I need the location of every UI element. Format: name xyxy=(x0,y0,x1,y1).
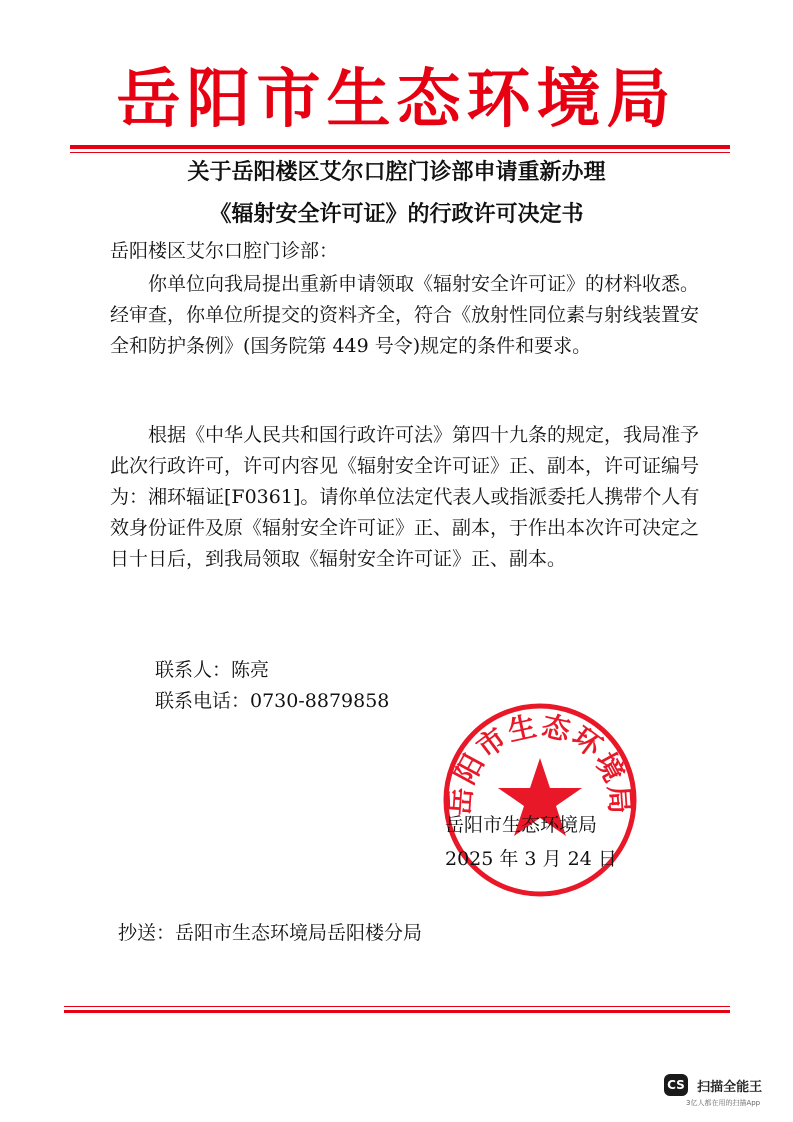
contact-phone: 联系电话：0730-8879858 xyxy=(155,690,390,712)
copy-to-line: 抄送：岳阳市生态环境局岳阳楼分局 xyxy=(118,922,423,944)
scanner-app-name: 扫描全能王 xyxy=(697,1079,763,1095)
signature-block xyxy=(445,808,617,876)
document-title-line-2: 《辐射安全许可证》的行政许可决定书 xyxy=(209,201,584,227)
recipient-line: 岳阳楼区艾尔口腔门诊部： xyxy=(110,240,339,262)
header-rule-thick xyxy=(70,145,730,149)
contact-person: 联系人：陈亮 xyxy=(155,659,270,681)
seal-text: 岳阳市生态环境局 xyxy=(443,709,637,817)
contact-block xyxy=(155,655,389,717)
body-paragraph-2: 根据《中华人民共和国行政许可法》第四十九条的规定，我局准予此次行政许可，许可内容见《辐射安全许可证》正、副本，许可证编号为：湘环辐证[F0361]。请你单位法定代表人或指派委托人携带个人有效身份证件及原《辐射安全许可证》正、副本，于作出本次许可决定之日十日后，到我局领取《辐射安全许可证》正、副本。 xyxy=(110,424,700,570)
issuing-authority-header: 岳阳市生态环境局 xyxy=(116,63,677,137)
footer-rule-thin xyxy=(64,1006,730,1007)
signing-date: 2025 年 3 月 24 日 xyxy=(445,848,617,870)
camscanner-logo-icon: CS xyxy=(664,1074,688,1096)
header-rule-thin xyxy=(70,152,730,153)
scanner-app-watermark xyxy=(664,1074,786,1116)
document-title-line-1: 关于岳阳楼区艾尔口腔门诊部申请重新办理 xyxy=(187,159,606,185)
body-paragraph-1: 你单位向我局提出重新申请领取《辐射安全许可证》的材料收悉。经审查，你单位所提交的资料齐全，符合《放射性同位素与射线装置安全和防护条例》(国务院第 449 号令)规定的条件和要求。 xyxy=(110,273,700,357)
document-title xyxy=(0,157,793,229)
signing-organization: 岳阳市生态环境局 xyxy=(445,814,598,836)
footer-rule-thick xyxy=(64,1010,730,1013)
scanner-app-tagline: 3亿人都在用的扫描App xyxy=(686,1099,761,1107)
